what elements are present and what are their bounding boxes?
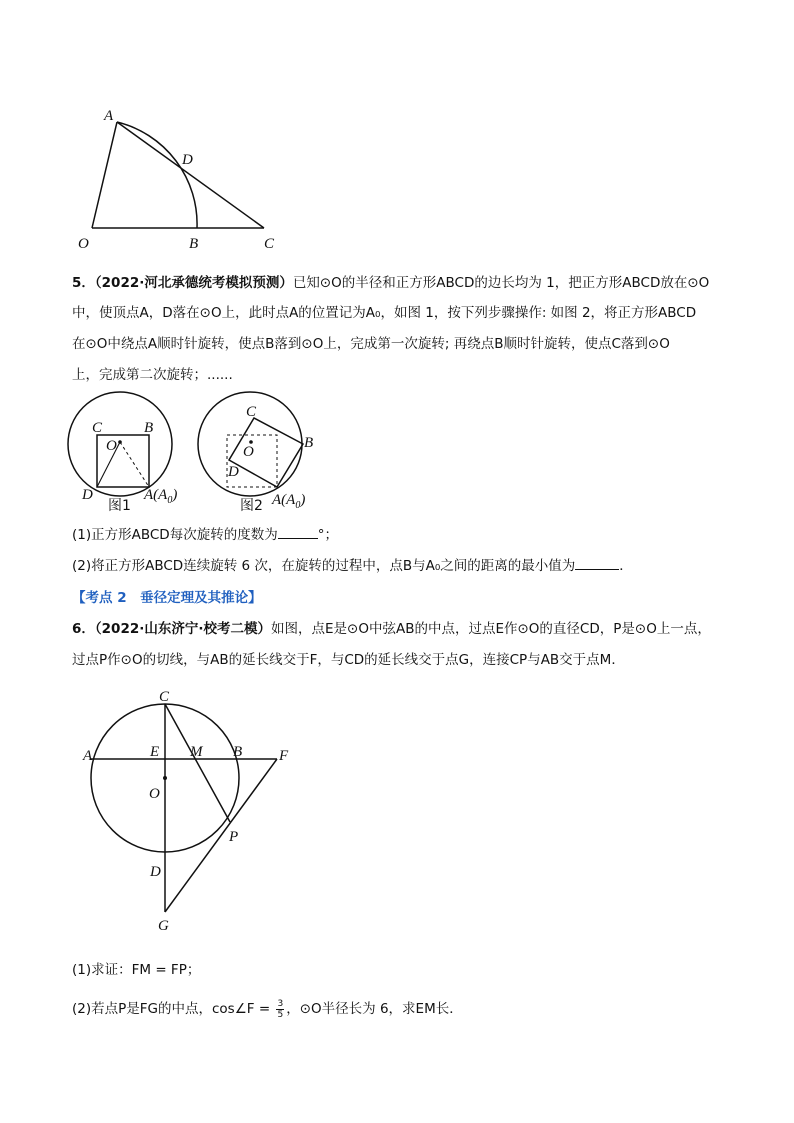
fig1-center-dot bbox=[118, 440, 122, 444]
segment-CP bbox=[165, 704, 230, 822]
section-heading: 【考点 2 垂径定理及其推论】 bbox=[72, 590, 262, 606]
q6-line1 bbox=[72, 614, 732, 644]
q5-sub1-unit: °； bbox=[317, 527, 338, 543]
label-A: A bbox=[104, 108, 114, 124]
label-B: B bbox=[233, 744, 243, 760]
label-B: B bbox=[189, 236, 199, 252]
fig2-label-C: C bbox=[246, 404, 257, 420]
q5-sub2-end: ． bbox=[619, 558, 633, 574]
q5-source: （2022·河北承德统考模拟预测） bbox=[94, 275, 293, 291]
label-D: D bbox=[150, 864, 161, 880]
label-O: O bbox=[78, 236, 89, 252]
fig2-rotated-square bbox=[229, 418, 303, 487]
q5-sub2-answer-blank[interactable] bbox=[575, 555, 619, 570]
q5-line2: 中，使顶点A，D落在⊙O上，此时点A的位置记为A₀，如图 1，按下列步骤操作: 如图 2，将正方形ABCD bbox=[72, 305, 697, 321]
label-D: D bbox=[182, 152, 193, 168]
fraction-denominator: 5 bbox=[277, 1009, 284, 1020]
figure-circle-tangent bbox=[70, 690, 310, 940]
label-C: C bbox=[159, 689, 170, 705]
fig1-label-A: $A(A_0)$ bbox=[144, 487, 178, 506]
arc-AB bbox=[117, 122, 197, 228]
fig2-label-D: D bbox=[228, 464, 239, 480]
q5-sub2-text: (2)将正方形ABCD连续旋转 6 次，在旋转的过程中，点B与A₀之间的距离的最小值为 bbox=[72, 558, 576, 574]
fig1-caption: 图1 bbox=[108, 498, 131, 514]
fig1-square bbox=[97, 435, 149, 487]
fig2-caption: 图2 bbox=[240, 498, 263, 514]
fig2-label-O: O bbox=[243, 444, 254, 460]
q6-sub2-text: (2)若点P是FG的中点，cos∠F = bbox=[72, 1001, 271, 1017]
figure-triangle-arc bbox=[60, 100, 300, 260]
q6-sub2 bbox=[72, 994, 732, 1024]
q6-sub1: (1)求证：FM = FP； bbox=[72, 962, 201, 978]
label-C: C bbox=[264, 236, 275, 252]
fig1-label-C: C bbox=[92, 420, 103, 436]
q5-sub1 bbox=[72, 520, 732, 550]
tangent-FG bbox=[165, 759, 277, 912]
q6-number: 6． bbox=[72, 621, 95, 637]
label-E: E bbox=[150, 744, 160, 760]
figure-rotating-square bbox=[64, 388, 324, 514]
label-G: G bbox=[158, 918, 169, 934]
segment-OA bbox=[92, 122, 117, 228]
q6-text1: 如图，点E是⊙O中弦AB的中点，过点E作⊙O的直径CD，P是⊙O上一点， bbox=[271, 621, 711, 637]
fig2-label-B: B bbox=[304, 435, 314, 451]
q5-sub1-answer-blank[interactable] bbox=[278, 524, 318, 539]
fig1-segment-OA bbox=[120, 442, 149, 487]
q5-sub1-text: (1)正方形ABCD每次旋转的度数为 bbox=[72, 527, 278, 543]
fig1-label-B: B bbox=[144, 420, 154, 436]
q5-text1: 已知⊙O的半径和正方形ABCD的边长均为 1，把正方形ABCD放在⊙O bbox=[292, 275, 710, 291]
fig1-label-O: O bbox=[106, 438, 117, 454]
fig2-label-A: $A(A_0)$ bbox=[272, 492, 306, 511]
center-dot bbox=[163, 776, 167, 780]
label-F: F bbox=[279, 748, 289, 764]
label-O: O bbox=[149, 786, 160, 802]
q5-line3: 在⊙O中绕点A顺时针旋转，使点B落到⊙O上，完成第一次旋转; 再绕点B顺时针旋转，使点C落到⊙O bbox=[72, 336, 670, 352]
q5-sub2 bbox=[72, 551, 732, 581]
label-P: P bbox=[229, 829, 239, 845]
q6-line2: 过点P作⊙O的切线，与AB的延长线交于F，与CD的延长线交于点G，连接CP与AB交于点M． bbox=[72, 652, 625, 668]
fig1-circle bbox=[68, 392, 172, 496]
fraction-numerator: 3 bbox=[277, 998, 284, 1009]
q6-sub2-end: ，⊙O半径长为 6，求EM长． bbox=[286, 1001, 463, 1017]
label-A: A bbox=[83, 748, 93, 764]
q5-line4: 上，完成第二次旋转；...... bbox=[72, 367, 233, 383]
q6-source: （2022·山东济宁·校考二模） bbox=[94, 621, 271, 637]
q5-number: 5． bbox=[72, 275, 95, 291]
fraction-3-5 bbox=[276, 999, 284, 1020]
label-M: M bbox=[190, 744, 203, 760]
q5-line1 bbox=[72, 268, 732, 298]
segment-AC bbox=[117, 122, 264, 228]
fig1-label-D: D bbox=[82, 487, 93, 503]
